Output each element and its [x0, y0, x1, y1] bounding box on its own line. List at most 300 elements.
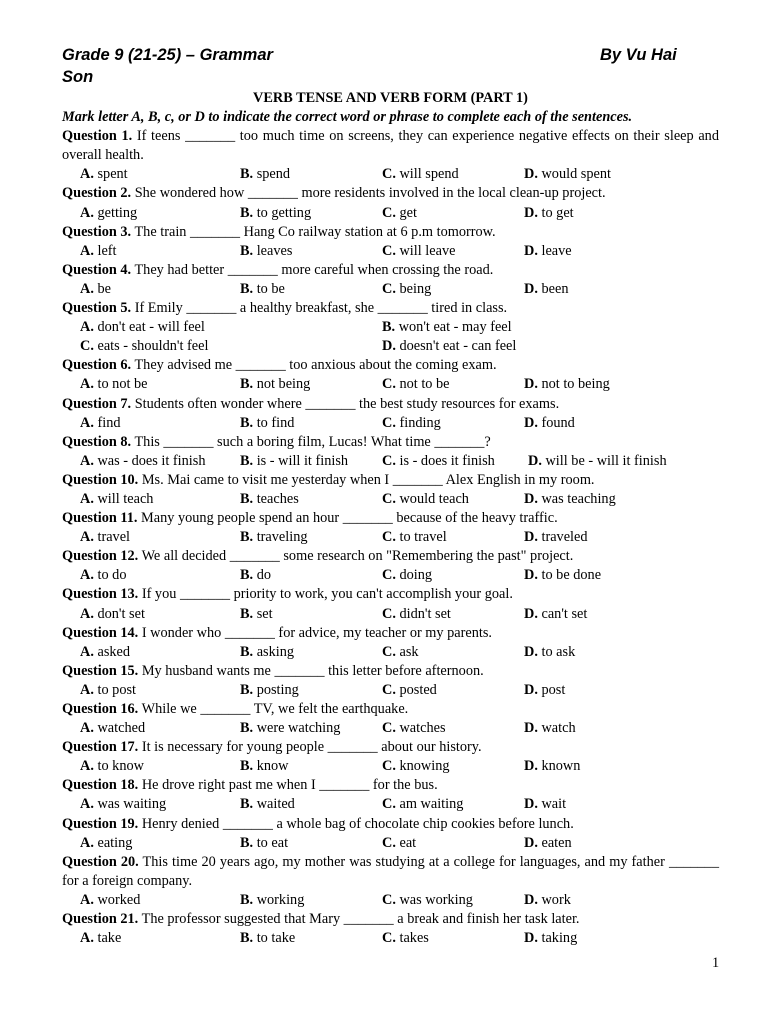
question-label: Question 7.: [62, 395, 132, 412]
answer-option: [524, 490, 616, 509]
option-letter: A.: [80, 643, 94, 660]
option-text: posted: [395, 681, 437, 698]
option-letter: B.: [240, 204, 254, 221]
option-letter: B.: [382, 319, 396, 336]
option-row: [62, 490, 719, 509]
question-label: Question 3.: [62, 223, 132, 240]
option-row: [62, 719, 719, 738]
option-letter: B.: [240, 796, 254, 813]
option-letter: B.: [240, 681, 254, 698]
option-text: to get: [537, 204, 574, 221]
option-text: am waiting: [395, 796, 464, 813]
question: [62, 184, 719, 203]
option-text: don't eat - will feel: [93, 319, 205, 336]
option-text: asked: [93, 643, 131, 660]
question-label: Question 4.: [62, 261, 132, 278]
option-letter: A.: [80, 796, 94, 813]
option-letter: D.: [524, 204, 538, 221]
option-row: [62, 528, 719, 547]
option-letter: B.: [240, 490, 254, 507]
question-text: I wonder who _______ for advice, my teacher or my parents.: [138, 624, 493, 641]
answer-option: [80, 165, 240, 184]
answer-option: [382, 757, 524, 776]
question-label: Question 12.: [62, 548, 139, 565]
question: [62, 738, 719, 757]
option-text: worked: [93, 891, 141, 908]
answer-option: [382, 795, 524, 814]
option-text: will leave: [395, 242, 456, 259]
header-title: Grade 9 (21-25) – Grammar: [62, 46, 273, 64]
option-letter: A.: [80, 834, 94, 851]
option-letter: D.: [524, 643, 538, 660]
option-text: be: [93, 280, 111, 297]
option-text: eat: [395, 834, 417, 851]
option-text: can't set: [537, 605, 588, 622]
option-letter: D.: [524, 834, 538, 851]
answer-option: [524, 929, 577, 948]
option-letter: B.: [240, 452, 254, 469]
answer-option: [240, 242, 382, 261]
option-text: traveled: [537, 529, 588, 546]
option-letter: D.: [524, 930, 538, 947]
option-text: posting: [253, 681, 299, 698]
question-text: The professor suggested that Mary _______ a break and finish her task later.: [138, 911, 580, 928]
answer-option: [240, 719, 382, 738]
header-title-continued: Son: [62, 68, 94, 86]
option-text: to not be: [93, 376, 148, 393]
option-text: watched: [93, 720, 146, 737]
question-list: [62, 127, 719, 948]
option-text: being: [395, 280, 432, 297]
option-letter: D.: [524, 796, 538, 813]
option-letter: C.: [382, 681, 396, 698]
answer-option: [524, 414, 575, 433]
option-text: to do: [93, 567, 127, 584]
option-letter: C.: [382, 280, 396, 297]
answer-option: [524, 375, 610, 394]
question: [62, 223, 719, 242]
question: [62, 910, 719, 929]
option-row: [62, 929, 719, 948]
answer-option: [80, 605, 240, 624]
option-letter: D.: [524, 529, 538, 546]
answer-option: [382, 891, 524, 910]
option-row: [62, 280, 719, 299]
answer-option: [528, 452, 667, 471]
option-text: take: [93, 930, 122, 947]
option-letter: C.: [80, 338, 94, 355]
option-row: [62, 681, 719, 700]
question-text: While we _______ TV, we felt the earthquake.: [138, 701, 409, 717]
option-text: didn't set: [395, 605, 451, 622]
option-letter: D.: [524, 681, 538, 698]
option-letter: C.: [382, 204, 396, 221]
option-letter: B.: [240, 567, 254, 584]
answer-option: [524, 834, 572, 853]
question-label: Question 13.: [62, 586, 139, 603]
answer-option: [80, 643, 240, 662]
answer-option: [80, 204, 240, 223]
question-text: If teens _______ too much time on screens, they can experience negative effects on their sleep and overall health.: [62, 128, 719, 164]
question: [62, 624, 719, 643]
option-text: doesn't eat - can feel: [395, 338, 517, 355]
answer-option: [80, 490, 240, 509]
answer-option: [382, 318, 512, 337]
answer-option: [80, 891, 240, 910]
answer-option: [80, 337, 382, 356]
answer-option: [80, 414, 240, 433]
option-letter: C.: [382, 567, 396, 584]
option-letter: A.: [80, 605, 94, 622]
question-text: This _______ such a boring film, Lucas! What time _______?: [131, 433, 491, 450]
answer-option: [240, 165, 382, 184]
option-letter: B.: [240, 280, 254, 297]
option-text: known: [537, 758, 581, 775]
option-text: to know: [93, 758, 144, 775]
option-row: [62, 643, 719, 662]
answer-option: [382, 414, 524, 433]
option-letter: C.: [382, 452, 396, 469]
option-text: leave: [537, 242, 572, 259]
option-letter: B.: [240, 166, 254, 183]
answer-option: [240, 452, 382, 471]
question: [62, 395, 719, 414]
question-label: Question 15.: [62, 662, 139, 679]
option-row: [62, 337, 719, 356]
question: [62, 662, 719, 681]
question-label: Question 16.: [62, 701, 139, 717]
answer-option: [240, 280, 382, 299]
option-letter: A.: [80, 376, 94, 393]
question: [62, 261, 719, 280]
option-letter: D.: [524, 414, 538, 431]
question-label: Question 17.: [62, 739, 139, 756]
question-label: Question 2.: [62, 185, 132, 202]
option-letter: D.: [524, 166, 538, 183]
option-letter: A.: [80, 414, 94, 431]
answer-option: [80, 318, 382, 337]
option-letter: D.: [524, 567, 538, 584]
option-text: taking: [537, 930, 578, 947]
option-text: don't set: [93, 605, 145, 622]
answer-option: [524, 204, 574, 223]
question-text: My husband wants me _______ this letter before afternoon.: [138, 662, 484, 679]
option-text: was teaching: [537, 490, 616, 507]
option-letter: A.: [80, 567, 94, 584]
option-text: would spent: [537, 166, 611, 183]
option-letter: B.: [240, 643, 254, 660]
answer-option: [240, 834, 382, 853]
option-text: been: [537, 280, 569, 297]
option-text: will teach: [93, 490, 154, 507]
option-letter: C.: [382, 414, 396, 431]
answer-option: [240, 929, 382, 948]
answer-option: [240, 795, 382, 814]
option-letter: C.: [382, 490, 396, 507]
question-text: We all decided _______ some research on "Remembering the past" project.: [138, 548, 574, 565]
answer-option: [382, 490, 524, 509]
question: [62, 776, 719, 795]
answer-option: [80, 452, 240, 471]
option-text: teaches: [253, 490, 299, 507]
option-text: not to be: [395, 376, 450, 393]
option-row: [62, 414, 719, 433]
answer-option: [524, 643, 575, 662]
option-text: were watching: [253, 720, 341, 737]
answer-option: [382, 452, 528, 471]
option-letter: C.: [382, 930, 396, 947]
answer-option: [382, 375, 524, 394]
question-text: Henry denied _______ a whole bag of chocolate chip cookies before lunch.: [138, 815, 574, 832]
option-text: will be - will it finish: [541, 452, 667, 469]
option-row: [62, 566, 719, 585]
question: [62, 509, 719, 528]
answer-option: [80, 242, 240, 261]
answer-option: [382, 834, 524, 853]
answer-option: [524, 566, 601, 585]
option-text: is - does it finish: [395, 452, 495, 469]
answer-option: [524, 757, 580, 776]
answer-option: [240, 375, 382, 394]
option-text: doing: [395, 567, 433, 584]
answer-option: [80, 929, 240, 948]
answer-option: [80, 795, 240, 814]
answer-option: [382, 681, 524, 700]
option-text: working: [253, 891, 305, 908]
question-label: Question 19.: [62, 815, 139, 832]
option-text: was working: [395, 891, 473, 908]
option-row: [62, 242, 719, 261]
option-row: [62, 795, 719, 814]
question: [62, 815, 719, 834]
option-letter: C.: [382, 376, 396, 393]
instruction: Mark letter A, B, c, or D to indicate the correct word or phrase to complete each of the sentences.: [62, 109, 633, 126]
option-letter: A.: [80, 529, 94, 546]
option-letter: B.: [240, 414, 254, 431]
option-letter: D.: [524, 758, 538, 775]
question-text: It is necessary for young people _______ about our history.: [138, 739, 482, 756]
answer-option: [524, 891, 571, 910]
option-text: will spend: [395, 166, 459, 183]
question-text: Many young people spend an hour _______ because of the heavy traffic.: [137, 510, 558, 527]
answer-option: [80, 681, 240, 700]
option-letter: A.: [80, 166, 94, 183]
answer-option: [240, 681, 382, 700]
option-text: not to being: [537, 376, 610, 393]
answer-option: [240, 757, 382, 776]
answer-option: [240, 891, 382, 910]
question: [62, 356, 719, 375]
question: [62, 433, 719, 452]
answer-option: [382, 204, 524, 223]
question-label: Question 11.: [62, 510, 138, 527]
option-letter: A.: [80, 720, 94, 737]
question-label: Question 6.: [62, 357, 132, 374]
option-text: travel: [93, 529, 131, 546]
option-letter: A.: [80, 891, 94, 908]
option-text: watches: [395, 720, 446, 737]
option-letter: A.: [80, 452, 94, 469]
option-text: spend: [253, 166, 291, 183]
page-number: 1: [712, 955, 720, 971]
option-text: was - does it finish: [93, 452, 206, 469]
option-row: [62, 204, 719, 223]
answer-option: [524, 795, 566, 814]
option-letter: A.: [80, 319, 94, 336]
question: [62, 547, 719, 566]
option-text: waited: [253, 796, 295, 813]
option-letter: A.: [80, 758, 94, 775]
option-letter: A.: [80, 204, 94, 221]
worksheet-body: [62, 89, 719, 948]
option-letter: B.: [240, 930, 254, 947]
answer-option: [382, 528, 524, 547]
answer-option: [382, 242, 524, 261]
option-letter: D.: [528, 452, 542, 469]
option-text: to take: [253, 930, 296, 947]
option-text: to ask: [537, 643, 576, 660]
option-letter: C.: [382, 891, 396, 908]
option-text: find: [93, 414, 121, 431]
answer-option: [382, 929, 524, 948]
option-text: leaves: [253, 242, 293, 259]
header-author: By Vu Hai: [600, 46, 677, 64]
answer-option: [524, 280, 568, 299]
option-letter: A.: [80, 280, 94, 297]
option-row: [62, 452, 719, 471]
option-text: finding: [395, 414, 441, 431]
question-text: The train _______ Hang Co railway station at 6 p.m tomorrow.: [131, 223, 496, 240]
question-label: Question 14.: [62, 624, 139, 641]
option-text: eaten: [537, 834, 572, 851]
question-label: Question 1.: [62, 128, 133, 145]
answer-option: [240, 643, 382, 662]
option-letter: B.: [240, 891, 254, 908]
option-letter: A.: [80, 681, 94, 698]
option-text: traveling: [253, 529, 308, 546]
option-text: know: [253, 758, 289, 775]
answer-option: [240, 605, 382, 624]
question-label: Question 18.: [62, 777, 139, 794]
answer-option: [240, 204, 382, 223]
option-row: [62, 834, 719, 853]
option-row: [62, 375, 719, 394]
question-text: Students often wonder where _______ the best study resources for exams.: [131, 395, 560, 412]
option-letter: B.: [240, 834, 254, 851]
question: [62, 853, 719, 891]
option-text: knowing: [395, 758, 450, 775]
option-letter: D.: [524, 242, 538, 259]
option-row: [62, 318, 719, 337]
answer-option: [80, 280, 240, 299]
question-text: They advised me _______ too anxious about the coming exam.: [131, 357, 497, 374]
option-letter: A.: [80, 930, 94, 947]
question-label: Question 21.: [62, 911, 139, 928]
option-letter: D.: [524, 376, 538, 393]
option-text: do: [253, 567, 271, 584]
question-text: If Emily _______ a healthy breakfast, she _______ tired in class.: [131, 300, 508, 317]
option-letter: D.: [524, 720, 538, 737]
question-text: She wondered how _______ more residents involved in the local clean-up project.: [131, 185, 606, 202]
option-text: set: [253, 605, 273, 622]
answer-option: [382, 165, 524, 184]
answer-option: [382, 605, 524, 624]
option-letter: C.: [382, 834, 396, 851]
option-text: spent: [93, 166, 128, 183]
option-letter: C.: [382, 758, 396, 775]
question-label: Question 20.: [62, 853, 139, 870]
answer-option: [240, 414, 382, 433]
answer-option: [240, 528, 382, 547]
answer-option: [382, 643, 524, 662]
option-text: post: [537, 681, 566, 698]
option-row: [62, 165, 719, 184]
answer-option: [524, 242, 572, 261]
answer-option: [382, 280, 524, 299]
option-text: watch: [537, 720, 576, 737]
option-letter: C.: [382, 796, 396, 813]
question: [62, 700, 719, 719]
answer-option: [80, 757, 240, 776]
option-letter: A.: [80, 490, 94, 507]
worksheet-title: VERB TENSE AND VERB FORM (PART 1): [253, 90, 528, 106]
option-letter: C.: [382, 643, 396, 660]
question: [62, 471, 719, 490]
option-letter: C.: [382, 720, 396, 737]
option-letter: B.: [240, 720, 254, 737]
option-text: takes: [395, 930, 429, 947]
option-row: [62, 757, 719, 776]
question-label: Question 8.: [62, 433, 132, 450]
option-text: won't eat - may feel: [395, 319, 512, 336]
question: [62, 299, 719, 318]
question-text: This time 20 years ago, my mother was studying at a college for languages, and my father _______ for a foreign company.: [62, 853, 719, 889]
option-text: found: [537, 414, 575, 431]
answer-option: [80, 566, 240, 585]
answer-option: [80, 719, 240, 738]
option-letter: C.: [382, 529, 396, 546]
option-letter: B.: [240, 605, 254, 622]
option-text: to post: [93, 681, 137, 698]
option-letter: B.: [240, 242, 254, 259]
option-text: to be done: [537, 567, 602, 584]
option-letter: D.: [524, 280, 538, 297]
option-letter: A.: [80, 242, 94, 259]
answer-option: [240, 566, 382, 585]
option-text: asking: [253, 643, 295, 660]
answer-option: [524, 681, 565, 700]
option-text: eating: [93, 834, 133, 851]
option-letter: D.: [382, 338, 396, 355]
answer-option: [240, 490, 382, 509]
option-row: [62, 891, 719, 910]
question-label: Question 10.: [62, 471, 139, 488]
question: [62, 127, 719, 165]
option-letter: C.: [382, 605, 396, 622]
answer-option: [524, 528, 588, 547]
answer-option: [382, 566, 524, 585]
option-letter: B.: [240, 376, 254, 393]
answer-option: [524, 165, 611, 184]
answer-option: [80, 834, 240, 853]
option-letter: C.: [382, 166, 396, 183]
option-letter: D.: [524, 605, 538, 622]
option-text: to be: [253, 280, 285, 297]
option-text: get: [395, 204, 417, 221]
option-text: to travel: [395, 529, 447, 546]
question-label: Question 5.: [62, 300, 132, 317]
option-text: is - will it finish: [253, 452, 349, 469]
